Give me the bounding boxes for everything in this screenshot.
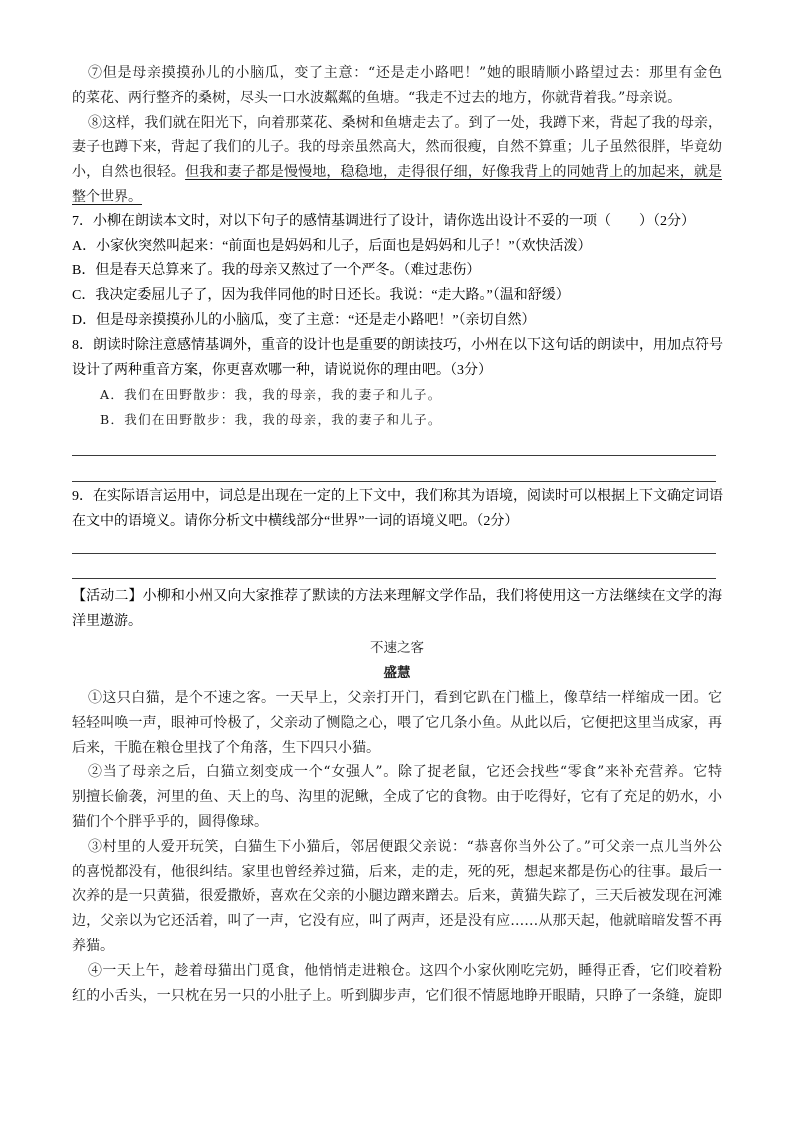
activity2-line: 【活动二】小柳和小州又向大家推荐了默读的方法来理解文学作品，我们将使用这一方法继续在文学的海	[72, 589, 722, 604]
q7-stem: 7．小柳在朗读本文时，对以下句子的感情基调进行了设计，请你选出设计不妥的一项（ ）（2分）	[72, 213, 695, 229]
para3-line: ③村里的人爱开玩笑，白猫生下小猫后，邻居便跟父亲说：“恭喜你当外公了。”可父亲一点儿当外公	[88, 838, 722, 855]
q7-option-d: D．但是母亲摸摸孙儿的小脑瓜，变了主意：“还是走小路吧！”（亲切自然）	[72, 312, 536, 328]
q8-option-a: A．我们在田野散步：我，我的母亲，我的妻子和儿子。	[100, 387, 442, 403]
q9-section	[72, 485, 722, 535]
answer-line	[72, 455, 716, 456]
answer-line	[72, 553, 716, 554]
q9-stem-line: 在文中的语境义。请你分析文中横线部分“世界”一词的语境义吧。（2分）	[72, 513, 519, 529]
para3-line: 养猫。	[72, 937, 114, 954]
q7-option-c: C．我决定委屈儿子了，因为我伴同他的时日还长。我说：“走大路。”（温和舒缓）	[72, 288, 570, 304]
para2-line: 猫们个个胖乎乎的，圆得像球。	[72, 813, 268, 830]
para8-line	[72, 160, 722, 185]
para7-line: ⑦但是母亲摸摸孙儿的小脑瓜，变了主意：“还是走小路吧！”她的眼睛顺小路望过去：那里有金色	[88, 65, 722, 81]
para8-line: ⑧这样，我们就在阳光下，向着那菜花、桑树和鱼塘走去了。到了一处，我蹲下来，背起了我的母亲，	[88, 114, 722, 131]
q7-option-a: A．小家伙突然叫起来：“前面也是妈妈和儿子，后面也是妈妈和儿子！”（欢快活泼）	[72, 238, 592, 254]
para2-line: 别擅长偷袭，河里的鱼、天上的鸟、沟里的泥鳅，全成了它的食物。由于吃得好，它有了充足的奶水，小	[72, 789, 722, 806]
q7-option-b: B．但是春天总算来了。我的母亲又熬过了一个严冬。（难过悲伤）	[72, 263, 481, 279]
underlined-sentence: 但我和妻子都是慢慢地，稳稳地，走得很仔细，好像我背上的同她背上的加起来，就是	[185, 164, 723, 181]
para7-line: 的菜花、两行整齐的桑树，尽头一口水波粼粼的鱼塘。“我走不过去的地方，你就背着我。”母亲说。	[72, 89, 682, 106]
para4-line: 红的小舌头，一只枕在另一只的小肚子上。听到脚步声，它们很不情愿地睁开眼睛，只睁了一条缝，旋即	[72, 987, 722, 1004]
q8-option-b: B．我们在田野散步：我，我的母亲，我的妻子和儿子。	[100, 412, 442, 428]
activity2-line: 洋里遨游。	[72, 613, 142, 629]
para8-line-lead: 小，自然也很轻。	[72, 164, 186, 181]
para1-line: 轻轻叫唤一声，眼神可怜极了，父亲动了恻隐之心，喂了它几条小鱼。从此以后，它便把这里当成家，再	[72, 714, 722, 731]
q8-stem-line: 设计了两种重音方案，你更喜欢哪一种，请说说你的理由吧。（3分）	[72, 362, 492, 378]
passage-author: 盛慧	[383, 665, 411, 681]
para1-line: ①这只白猫，是个不速之客。一天早上，父亲打开门，看到它趴在门槛上，像草结一样缩成一团。它	[88, 690, 722, 706]
para3-line: 的喜悦都没有，他很纠结。家里也曾经养过猫，后来，走的走，死的死，想起来都是伤心的往事。最后一	[72, 863, 722, 880]
reading-section	[72, 61, 722, 433]
q9-stem-line: 9．在实际语言运用中，词总是出现在一定的上下文中，我们称其为语境，阅读时可以根据上下文确定词语	[72, 489, 723, 504]
answer-line	[72, 481, 716, 482]
answer-line	[72, 578, 716, 579]
para8-line	[72, 185, 722, 210]
para8-line: 妻子也蹲下来，背起了我们的儿子。我的母亲虽然高大，然而很瘦，自然不算重；儿子虽然很胖，毕竟幼	[72, 139, 722, 156]
activity2-intro	[72, 585, 722, 635]
underlined-sentence: 整个世界。	[72, 188, 142, 205]
passage-title: 不速之客	[370, 640, 424, 656]
passage-two-body	[72, 686, 722, 1008]
para2-line: ②当了母亲之后，白猫立刻变成一个“女强人”。除了捉老鼠，它还会找些“零食”来补充营养。它特	[88, 764, 722, 781]
para3-line: 次养的是一只黄猫，很爱撒娇，喜欢在父亲的小腿边蹭来蹭去。后来，黄猫失踪了，三天后被发现在河滩	[72, 888, 722, 905]
para1-line: 后来，干脆在粮仓里找了个角落，生下四只小猫。	[72, 739, 380, 756]
para3-line: 边，父亲以为它还活着，叫了一声，它没有应，叫了两声，还是没有应……从那天起，他就暗暗发誓不再	[72, 913, 722, 930]
para4-line: ④一天上午，趁着母猫出门觅食，他悄悄走进粮仓。这四个小家伙刚吃完奶，睡得正香，它们咬着粉	[88, 962, 722, 979]
q8-stem-line: 8．朗读时除注意感情基调外，重音的设计也是重要的朗读技巧，小州在以下这句话的朗读中，用加点符号	[72, 337, 723, 353]
